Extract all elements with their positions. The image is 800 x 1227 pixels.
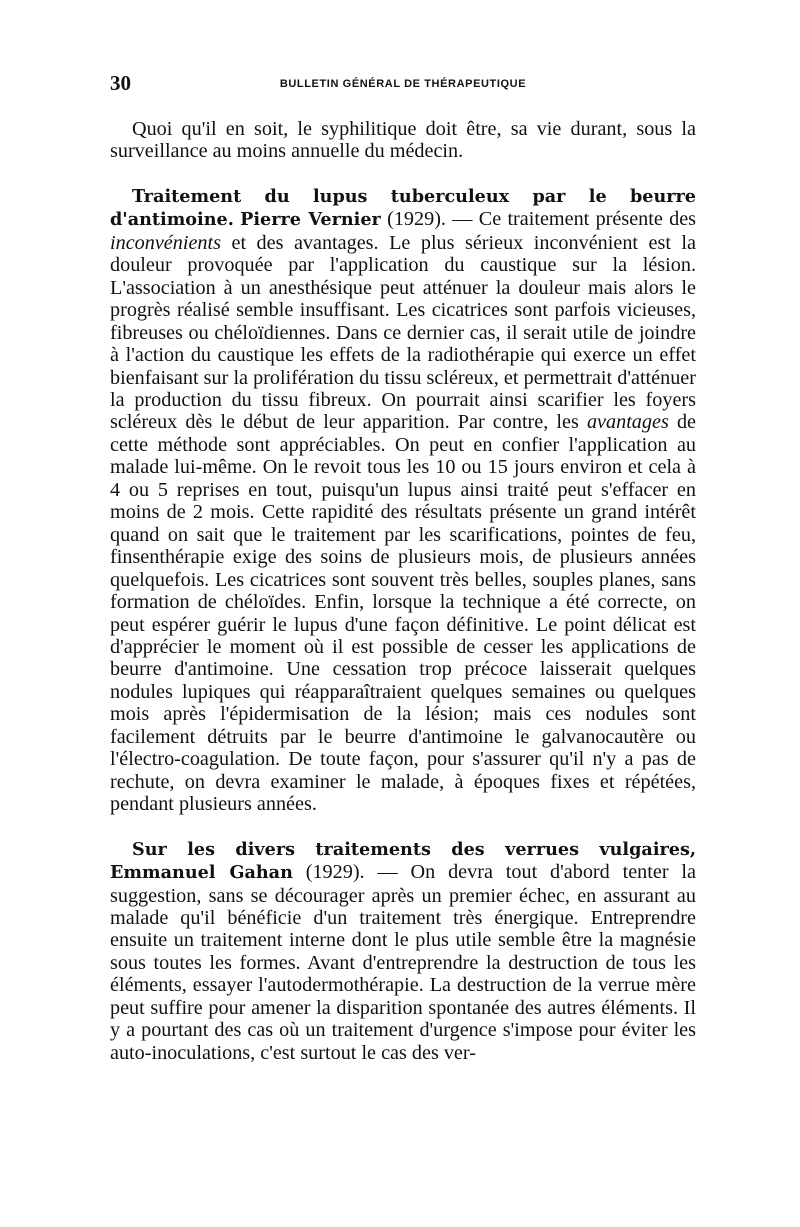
paragraph-syphilis: Quoi qu'il en soit, le syphilitique doit être, sa vie durant, sous la surveillance au moins annuelle du médecin. — [110, 118, 696, 163]
article-lupus-italic-a: inconvénients — [110, 231, 221, 254]
journal-title: BULLETIN GÉNÉRAL DE THÉRAPEUTIQUE — [279, 78, 527, 90]
article-verrues-text: — On devra tout d'abord tenter la suggestion, sans se décourager après un premier échec, en assurant au malade qu'il bénéficie d'un traitement très énergique. Entreprendre ensuite un traitement interne dont le plus utile semble être la magnésie sous toutes les formes. Avant d'entreprendre la destruction de tous les éléments, essayer l'autodermothérapie. La destruction de la verrue mère peut suffire pour amener la disparition spontanée des autres éléments. Il y a pourtant des cas où un traitement d'urgence s'impose pour éviter les auto-inoculations, c'est surtout le cas des ver- — [110, 861, 696, 1064]
article-verrues-title: Sur les divers traitements des verrues vulgaires, — [132, 838, 696, 860]
article-verrues-author: Emmanuel Gahan — [110, 862, 293, 884]
article-lupus-text-a: — Ce traitement présente des — [452, 208, 697, 231]
article-lupus-italic-b: avantages — [586, 411, 669, 434]
article-verrues — [110, 838, 696, 1065]
page — [110, 70, 696, 1064]
article-verrues-year: (1929). — [305, 861, 365, 884]
article-lupus-title: Traitement du lupus tuberculeux par le beurre d'antimoine. — [110, 185, 696, 231]
article-lupus-year: (1929). — [387, 208, 446, 231]
article-lupus-text-c: de cette méthode sont appréciables. On peut en confier l'application au malade lui-même. On le revoit tous les 10 ou 15 jours environ et cela à 4 ou 5 reprises en tout, puisqu'un lupus ainsi traité peut s'effacer en moins de 2 mois. Cette rapidité des résultats présente un grand intérêt quand on sait que le traitement par les scarifications, pointes de feu, finsenthérapie exige des soins de plusieurs mois, de plusieurs années quelquefois. Les cicatrices sont souvent très belles, souples planes, sans formation de chéloïdes. Enfin, lorsque la technique a été correcte, on peut espérer guérir le lupus d'une façon définitive. Le point délicat est d'apprécier le moment où il est possible de cesser les applications de beurre d'antimoine. Une cessation trop précoce laisserait quelques nodules lupiques qui réapparaîtraient quelques semaines ou quelques mois après l'épidermisation de la lésion; mais ces nodules sont facilement détruits par le beurre d'antimoine le galvanocautère ou l'électro-coagulation. De toute façon, pour s'assurer qu'il n'y a pas de rechute, on devra examiner le malade, à époques fixes et répétées, pendant plusieurs années. — [110, 411, 696, 816]
article-lupus — [110, 185, 696, 816]
running-head — [110, 70, 696, 96]
article-lupus-author: Pierre Vernier — [240, 209, 381, 231]
page-number: 30 — [110, 71, 131, 95]
article-lupus-text-b: et des avantages. Le plus sérieux inconvénient est la douleur provoquée par l'application du caustique sur la lésion. L'association à un anesthésique peut atténuer la douleur mais alors le progrès réalisé semble insuffisant. Les cicatrices sont parfois vicieuses, fibreuses ou chéloïdiennes. Dans ce dernier cas, il serait utile de joindre à l'action du caustique les effets de la radiothérapie qui exerce un effet bienfaisant sur la prolifération du tissu scléreux, et permettrait d'atténuer la production du tissu fibreux. On pourrait ainsi scarifier les foyers scléreux dès le début de leur apparition. Par contre, les — [110, 231, 697, 434]
